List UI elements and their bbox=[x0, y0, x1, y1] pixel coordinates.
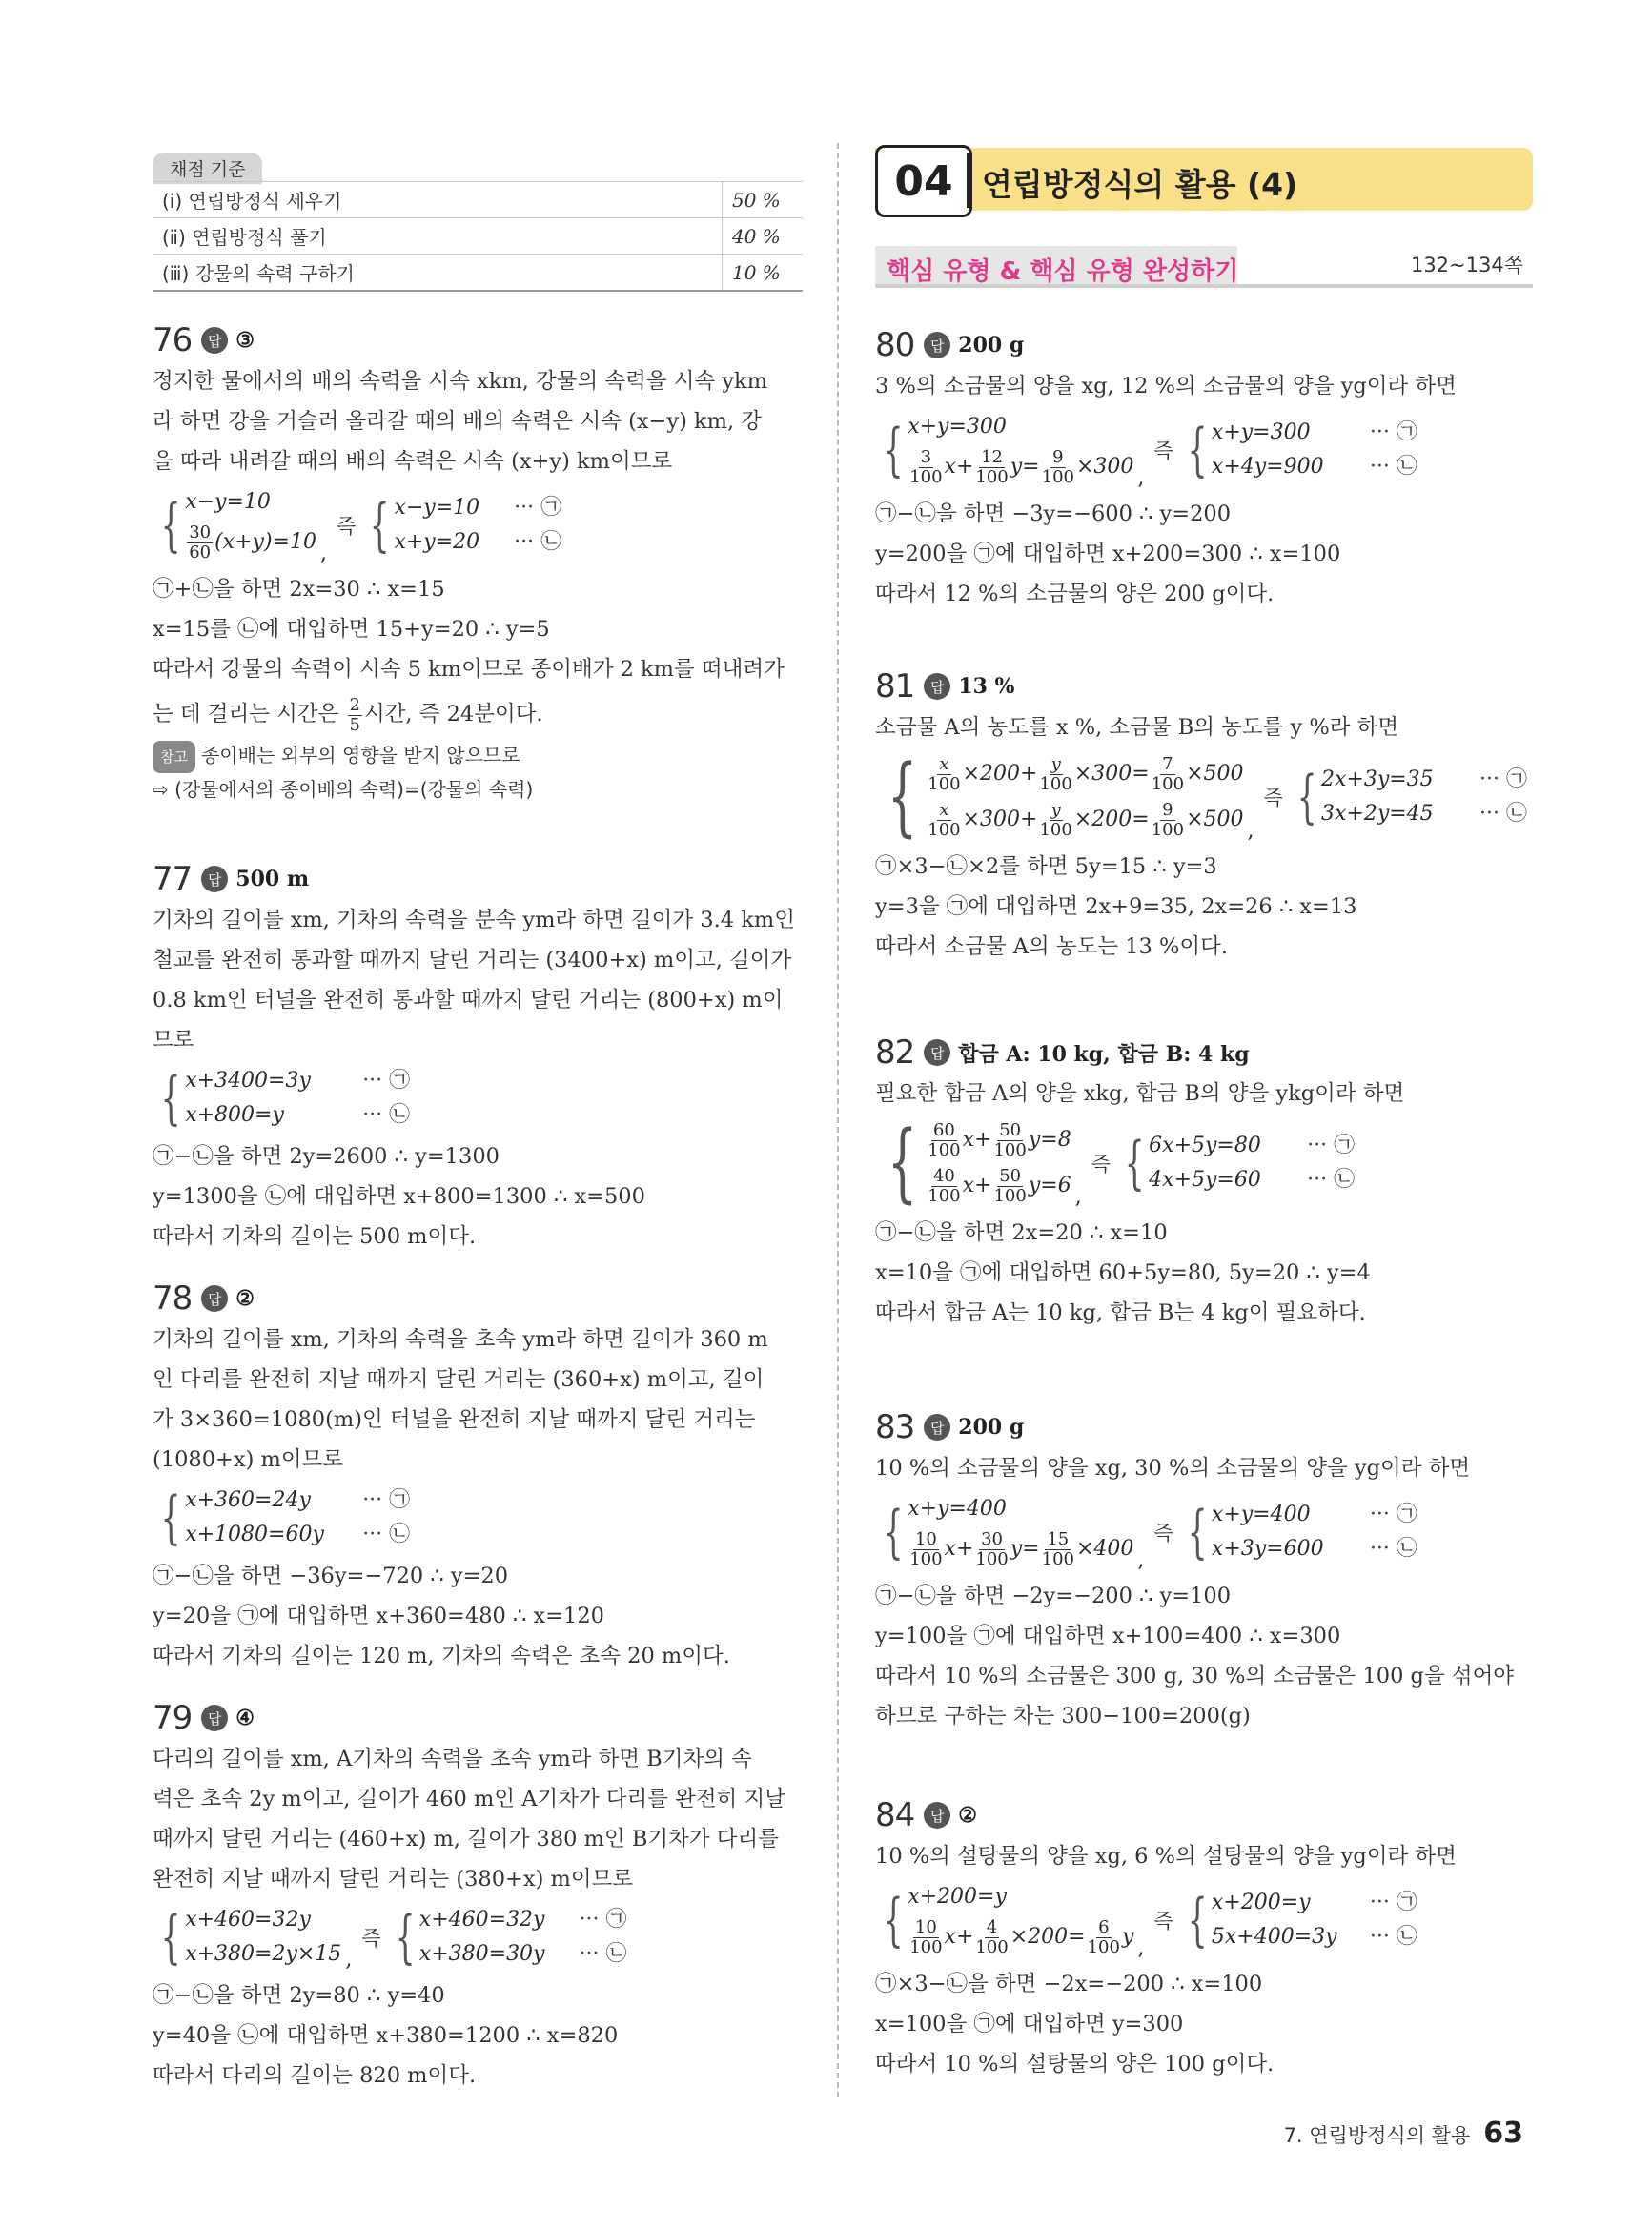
text-line: 완전히 지날 때까지 달린 거리는 (380+x) m이므로 bbox=[153, 1867, 634, 1892]
brace-icon: { bbox=[883, 417, 904, 483]
equation-system: { x+200=y $\frac{10}{100}$ x+ $\frac{4}{100}$ ×200= $\frac{6}{100}$ y , 즉 { x+200=y ··· ㉠ 5x+400=3y ··· ㉡ bbox=[875, 1880, 1533, 1960]
equation-text: x+y=300 bbox=[1211, 420, 1311, 444]
equation-text: y=8 bbox=[1028, 1128, 1071, 1152]
answer: ② bbox=[235, 1286, 255, 1311]
text-part: 는 데 걸리는 시간은 bbox=[153, 702, 346, 726]
section-title: 연립방정식의 활용 (4) bbox=[982, 166, 1298, 203]
equation bbox=[185, 1518, 410, 1552]
equation-text: ×300 bbox=[1075, 455, 1134, 479]
denominator: 60 bbox=[189, 542, 212, 563]
equation bbox=[1149, 1129, 1355, 1163]
equation bbox=[185, 1098, 410, 1133]
text-line: 기차의 길이를 xm, 기차의 속력을 분속 ym라 하면 길이가 3.4 km인 bbox=[153, 908, 795, 932]
equation-text: x+y=400 bbox=[1211, 1503, 1311, 1526]
chapter-label: 7. 연립방정식의 활용 bbox=[1283, 2124, 1471, 2147]
numerator: x bbox=[939, 753, 949, 774]
equation: $\frac{40}{100}$ x+ $\frac{50}{100}$ y=6 bbox=[928, 1165, 1071, 1206]
text-line: 따라서 다리의 길이는 820 m이다. bbox=[153, 2063, 477, 2088]
equation-system: { x−y=10 $\frac{30}{60}$ (x+y)=10 , 즉 { x−y=10 ··· ㉠ x+y=20 ··· ㉡ bbox=[153, 485, 801, 565]
equation-text: (x+y)=10 bbox=[214, 530, 316, 554]
equation-mark: ··· ㉡ bbox=[362, 1103, 411, 1127]
numerator: 10 bbox=[914, 1528, 937, 1549]
equation-mark: ··· ㉡ bbox=[362, 1523, 411, 1546]
scoring-row bbox=[153, 255, 803, 292]
numerator: 60 bbox=[932, 1119, 955, 1140]
numerator: y bbox=[1050, 753, 1061, 774]
denominator: 5 bbox=[349, 714, 360, 735]
answer-badge: 답 bbox=[924, 673, 950, 700]
equation bbox=[1212, 450, 1417, 484]
sub-header-title: 핵심 유형 & 핵심 유형 완성하기 bbox=[887, 257, 1239, 286]
note-text: ⇨ (강물에서의 종이배의 속력)=(강물의 속력) bbox=[153, 778, 534, 801]
text-line: ㉠−㉡을 하면 2y=80 ∴ y=40 bbox=[153, 1983, 445, 2008]
numerator: 15 bbox=[1047, 1528, 1070, 1549]
equation-mark: ··· ㉠ bbox=[1369, 1503, 1417, 1526]
text-line: 므로 bbox=[153, 1028, 194, 1053]
problem-number: 81 bbox=[875, 667, 915, 706]
answer-badge: 답 bbox=[924, 332, 950, 358]
answer-badge: 답 bbox=[924, 1039, 950, 1066]
equation: x+460=32y bbox=[185, 1908, 311, 1932]
numerator: 3 bbox=[920, 446, 932, 467]
text-line: 필요한 합금 A의 양을 xkg, 합금 B의 양을 ykg이라 하면 bbox=[875, 1081, 1405, 1106]
equation-text: ×500 bbox=[1186, 762, 1244, 786]
equation-text: 3x+2y=45 bbox=[1320, 802, 1434, 826]
equation: $\frac{10}{100}$ x+ $\frac{4}{100}$ ×200= $\frac{6}{100}$ y bbox=[909, 1916, 1134, 1957]
sub-header bbox=[875, 246, 1533, 288]
equation-text: x+4y=900 bbox=[1211, 455, 1324, 479]
equation-mark: ··· ㉠ bbox=[362, 1069, 411, 1093]
brace-icon: { bbox=[1187, 1887, 1208, 1954]
equation-text: x+y=20 bbox=[394, 530, 480, 554]
text-line: y=3을 ㉠에 대입하면 2x+9=35, 2x=26 ∴ x=13 bbox=[875, 894, 1357, 919]
answer: 합금 A: 10 kg, 합금 B: 4 kg bbox=[958, 1041, 1250, 1067]
scoring-title: 채점 기준 bbox=[153, 153, 262, 184]
scoring-pct: 50 % bbox=[723, 182, 804, 218]
text-line: x=100을 ㉠에 대입하면 y=300 bbox=[875, 2012, 1184, 2036]
equation: x−y=10 bbox=[185, 490, 271, 514]
text-line: 10 %의 소금물의 양을 xg, 30 %의 소금물의 양을 yg이라 하면 bbox=[875, 1456, 1471, 1481]
jeuk-label: 즉 bbox=[336, 515, 357, 538]
equation-text: ×200+ bbox=[962, 762, 1038, 786]
denominator: 100 bbox=[975, 466, 1009, 487]
equation-mark: ··· ㉡ bbox=[1369, 455, 1417, 479]
section-number: 04 bbox=[875, 145, 972, 217]
equation: x+y=300 bbox=[908, 415, 1007, 439]
numerator: 50 bbox=[999, 1119, 1022, 1140]
text-line: 가 3×360=1080(m)인 터널을 완전히 지날 때까지 달린 거리는 bbox=[153, 1407, 756, 1432]
equation-text: x+200=y bbox=[1211, 1891, 1311, 1914]
equation-system: { $\frac{60}{100}$ x+ $\frac{50}{100}$ y=8 $\frac{40}{100}$ x+ $\frac{50}{100}$ y=6 , 즉 { 6x+5y=80 ··· ㉠ 4x+5y=60 ··· ㉡ bbox=[887, 1113, 1356, 1213]
problem-82 bbox=[875, 1032, 1533, 1333]
equation: x+y=400 bbox=[908, 1497, 1007, 1521]
text-line: 하므로 구하는 차는 300−100=200(g) bbox=[875, 1704, 1251, 1729]
numerator: 6 bbox=[1098, 1916, 1110, 1937]
brace-icon: { bbox=[395, 1904, 416, 1971]
brace-icon: { bbox=[887, 1113, 918, 1213]
jeuk-label: 즉 bbox=[1153, 1910, 1173, 1933]
brace-icon: { bbox=[883, 1499, 904, 1565]
answer-badge: 답 bbox=[201, 1285, 228, 1312]
answer-badge: 답 bbox=[201, 866, 228, 892]
text-line: 다리의 길이를 xm, A기차의 속력을 초속 ym라 하면 B기차의 속 bbox=[153, 1747, 752, 1771]
section-bar bbox=[967, 153, 972, 208]
denominator: 100 bbox=[928, 773, 961, 794]
answer-badge: 답 bbox=[924, 1414, 950, 1441]
equation: $\frac{3}{100}$ x+ $\frac{12}{100}$ y= $\frac{9}{100}$ ×300 bbox=[909, 446, 1134, 487]
equation-text: ×500 bbox=[1186, 808, 1244, 831]
text-line: 력은 초속 2y m이고, 길이가 460 m인 A기차가 다리를 완전히 지날 bbox=[153, 1787, 786, 1811]
equation-text: x+380=30y bbox=[418, 1942, 545, 1966]
brace-icon: { bbox=[1187, 1499, 1208, 1565]
equation bbox=[926, 797, 1243, 843]
scoring-label: (ⅲ) 강물의 속력 구하기 bbox=[153, 255, 723, 292]
numerator: y bbox=[1050, 799, 1061, 820]
equation-text: x+360=24y bbox=[185, 1488, 311, 1512]
equation bbox=[185, 520, 316, 565]
text-line: 따라서 강물의 속력이 시속 5 km이므로 종이배가 2 km를 떠내려가 bbox=[153, 657, 785, 682]
text-line: ㉠−㉡을 하면 −2y=−200 ∴ y=100 bbox=[875, 1584, 1232, 1608]
scoring-row bbox=[153, 218, 803, 255]
text-line: 소금물 A의 농도를 x %, 소금물 B의 농도를 y %라 하면 bbox=[875, 715, 1399, 740]
scoring-label: (ⅱ) 연립방정식 풀기 bbox=[153, 218, 723, 255]
jeuk-label: 즉 bbox=[1153, 440, 1173, 462]
problem-number: 76 bbox=[153, 321, 193, 359]
equation bbox=[1212, 1920, 1417, 1954]
text-line: 0.8 km인 터널을 완전히 통과할 때까지 달린 거리는 (800+x) m이 bbox=[153, 988, 784, 1013]
equation-mark: ··· ㉠ bbox=[362, 1488, 411, 1512]
scoring-label: (ⅰ) 연립방정식 세우기 bbox=[153, 182, 723, 218]
equation-text: y=6 bbox=[1028, 1174, 1071, 1197]
equation bbox=[1321, 797, 1527, 831]
denominator: 100 bbox=[1151, 819, 1185, 840]
numerator: 12 bbox=[981, 446, 1004, 467]
equation-mark: ··· ㉡ bbox=[1369, 1537, 1417, 1561]
denominator: 100 bbox=[1041, 466, 1074, 487]
equation-text: x+800=y bbox=[185, 1103, 284, 1127]
brace-icon: { bbox=[1187, 417, 1208, 483]
numerator: 9 bbox=[1052, 446, 1064, 467]
text-line: 때까지 달린 거리는 (460+x) m, 길이가 380 m인 B기차가 다리를 bbox=[153, 1827, 779, 1852]
equation-text: x+460=32y bbox=[418, 1908, 545, 1932]
denominator: 100 bbox=[928, 819, 961, 840]
equation-text: y bbox=[1121, 1925, 1134, 1949]
equation-system: { $\frac{x}{100}$ ×200+ $\frac{y}{100}$ ×300= $\frac{7}{100}$ ×500 $\frac{x}{100}$ ×300+ $\frac{y}{100}$ ×200= $\frac{9}{100}$ ×500 , 즉 { 2x+3y=35 ··· ㉠ 3x+2y=45 ··· ㉡ bbox=[887, 747, 1527, 847]
text-line: 따라서 기차의 길이는 500 m이다. bbox=[153, 1224, 477, 1249]
equation-text: ×200= bbox=[1073, 808, 1150, 831]
text-line: 라 하면 강을 거슬러 올라갈 때의 배의 속력은 시속 (x−y) km, 강 bbox=[153, 409, 763, 434]
equation: x+200=y bbox=[908, 1885, 1007, 1909]
equation-mark: ··· ㉠ bbox=[1369, 1891, 1417, 1914]
text-line bbox=[153, 689, 801, 739]
denominator: 100 bbox=[975, 1936, 1009, 1957]
jeuk-label: 즉 bbox=[1091, 1153, 1111, 1176]
equation bbox=[419, 1937, 627, 1972]
text-line: (1080+x) m이므로 bbox=[153, 1447, 344, 1472]
equation bbox=[1149, 1163, 1355, 1197]
numerator: 2 bbox=[349, 694, 360, 715]
text-line: 따라서 10 %의 설탕물의 양은 100 g이다. bbox=[875, 2052, 1275, 2077]
equation bbox=[1212, 1498, 1417, 1532]
answer-badge: 답 bbox=[201, 1705, 228, 1731]
brace-icon: { bbox=[160, 1904, 181, 1971]
denominator: 100 bbox=[1039, 819, 1072, 840]
equation bbox=[1321, 763, 1527, 797]
problem-number: 84 bbox=[875, 1796, 915, 1834]
note bbox=[153, 739, 801, 773]
equation bbox=[419, 1903, 627, 1937]
equation-mark: ··· ㉠ bbox=[514, 496, 562, 520]
text-part: 시간, 즉 24분이다. bbox=[363, 702, 543, 726]
equation bbox=[394, 491, 561, 525]
jeuk-label: 즉 bbox=[1153, 1522, 1173, 1545]
equation-system: { x+460=32y x+380=2y×15 , 즉 { x+460=32y ··· ㉠ x+380=30y ··· ㉡ bbox=[160, 1904, 627, 1972]
denominator: 100 bbox=[1041, 1548, 1074, 1569]
equation-text: 4x+5y=60 bbox=[1149, 1168, 1261, 1192]
denominator: 100 bbox=[1151, 773, 1185, 794]
text-line: 10 %의 설탕물의 양을 xg, 6 %의 설탕물의 양을 yg이라 하면 bbox=[875, 1844, 1457, 1869]
text-line: y=1300을 ㉡에 대입하면 x+800=1300 ∴ x=500 bbox=[153, 1184, 645, 1209]
answer: 200 g bbox=[958, 1415, 1025, 1440]
numerator: x bbox=[939, 799, 949, 820]
equation bbox=[1212, 1532, 1417, 1566]
denominator: 100 bbox=[1039, 773, 1072, 794]
text-line: 따라서 기차의 길이는 120 m, 기차의 속력은 초속 20 m이다. bbox=[153, 1644, 730, 1668]
equation-text: 6x+5y=80 bbox=[1149, 1134, 1261, 1157]
brace-icon: { bbox=[369, 492, 390, 559]
brace-icon: { bbox=[160, 1065, 181, 1132]
equation-text: ×300+ bbox=[962, 808, 1038, 831]
numerator: 30 bbox=[981, 1528, 1004, 1549]
equation-mark: ··· ㉡ bbox=[1479, 802, 1527, 826]
equation-text: 2x+3y=35 bbox=[1320, 767, 1434, 791]
problem-78 bbox=[153, 1278, 801, 1676]
answer: ③ bbox=[235, 328, 255, 353]
text-line: 을 따라 내려갈 때의 배의 속력은 시속 (x+y) km이므로 bbox=[153, 449, 673, 474]
page-footer bbox=[1284, 2117, 1523, 2150]
denominator: 100 bbox=[993, 1139, 1027, 1160]
equation-mark: ··· ㉡ bbox=[514, 530, 562, 554]
text-line: 인 다리를 완전히 지날 때까지 달린 거리는 (360+x) m이고, 길이 bbox=[153, 1367, 765, 1392]
answer: ② bbox=[958, 1803, 977, 1828]
equation: $\frac{60}{100}$ x+ $\frac{50}{100}$ y=8 bbox=[928, 1119, 1071, 1160]
equation bbox=[926, 751, 1243, 797]
answer: 13 % bbox=[958, 674, 1015, 699]
denominator: 100 bbox=[975, 1548, 1009, 1569]
jeuk-label: 즉 bbox=[361, 1927, 381, 1950]
text-line: y=20을 ㉠에 대입하면 x+360=480 ∴ x=120 bbox=[153, 1604, 604, 1628]
text-line: 따라서 12 %의 소금물의 양은 200 g이다. bbox=[875, 582, 1275, 606]
page-number: 63 bbox=[1483, 2117, 1523, 2150]
note-text: 종이배는 외부의 영향을 받지 않으므로 bbox=[200, 744, 520, 767]
page-range: 132~134쪽 bbox=[1410, 254, 1523, 276]
problem-number: 82 bbox=[875, 1033, 915, 1072]
equation-mark: ··· ㉡ bbox=[579, 1942, 627, 1966]
text-line: 철교를 완전히 통과할 때까지 달린 거리는 (3400+x) m이고, 길이가 bbox=[153, 948, 792, 972]
brace-icon: { bbox=[1296, 764, 1317, 830]
text-line: y=200을 ㉠에 대입하면 x+200=300 ∴ x=100 bbox=[875, 542, 1341, 566]
text-line: 따라서 10 %의 소금물은 300 g, 30 %의 소금물은 100 g을 섞어야 bbox=[875, 1664, 1515, 1688]
text-line: ㉠−㉡을 하면 −3y=−600 ∴ y=200 bbox=[875, 501, 1232, 526]
text-line: ㉠−㉡을 하면 −36y=−720 ∴ y=20 bbox=[153, 1564, 509, 1588]
text-line: 기차의 길이를 xm, 기차의 속력을 초속 ym라 하면 길이가 360 m bbox=[153, 1327, 768, 1352]
text-line: 3 %의 소금물의 양을 xg, 12 %의 소금물의 양을 yg이라 하면 bbox=[875, 374, 1457, 399]
numerator: 50 bbox=[999, 1165, 1022, 1186]
problem-84 bbox=[875, 1794, 1533, 2084]
denominator: 100 bbox=[928, 1185, 961, 1206]
note-tag: 참고 bbox=[153, 741, 195, 773]
equation-mark: ··· ㉠ bbox=[1479, 767, 1527, 791]
text-line: 따라서 합금 A는 10 kg, 합금 B는 4 kg이 필요하다. bbox=[875, 1300, 1366, 1325]
equation-text: 5x+400=3y bbox=[1211, 1925, 1337, 1949]
equation-mark: ··· ㉠ bbox=[1369, 420, 1417, 444]
problem-number: 80 bbox=[875, 326, 915, 364]
text-line: 따라서 소금물 A의 농도는 13 %이다. bbox=[875, 934, 1228, 959]
equation-system: { x+y=400 $\frac{10}{100}$ x+ $\frac{30}{100}$ y= $\frac{15}{100}$ ×400 , 즉 { x+y=400 ··· ㉠ x+3y=600 ··· ㉡ bbox=[875, 1492, 1533, 1572]
equation-system: { x+y=300 $\frac{3}{100}$ x+ $\frac{12}{100}$ y= $\frac{9}{100}$ ×300 , 즉 { x+y=300 ··· ㉠ x+4y=900 ··· ㉡ bbox=[875, 410, 1533, 490]
text-line: y=40을 ㉡에 대입하면 x+380=1200 ∴ x=820 bbox=[153, 2023, 619, 2048]
numerator: 9 bbox=[1162, 799, 1173, 820]
problem-76 bbox=[153, 319, 801, 806]
equation-text: x+3y=600 bbox=[1211, 1537, 1324, 1561]
equation bbox=[185, 1483, 410, 1518]
equation bbox=[185, 1064, 410, 1098]
brace-icon: { bbox=[883, 1887, 904, 1954]
equation bbox=[1212, 1886, 1417, 1920]
numerator: 40 bbox=[932, 1165, 955, 1186]
equation-text: ×400 bbox=[1075, 1537, 1134, 1561]
equation-system bbox=[153, 1064, 801, 1133]
text-line: ㉠×3−㉡을 하면 −2x=−200 ∴ x=100 bbox=[875, 1972, 1263, 1996]
answer: 500 m bbox=[235, 867, 310, 891]
problem-83 bbox=[875, 1406, 1533, 1736]
text-line: ㉠×3−㉡×2를 하면 5y=15 ∴ y=3 bbox=[875, 854, 1217, 879]
equation bbox=[394, 525, 561, 560]
denominator: 100 bbox=[1087, 1936, 1120, 1957]
answer: ④ bbox=[235, 1706, 255, 1730]
text-line: ㉠−㉡을 하면 2y=2600 ∴ y=1300 bbox=[153, 1144, 500, 1169]
text-line: ㉠−㉡을 하면 2x=20 ∴ x=10 bbox=[875, 1220, 1168, 1245]
brace-icon: { bbox=[160, 492, 181, 559]
equation-text: x−y=10 bbox=[394, 496, 480, 520]
answer-badge: 답 bbox=[201, 327, 228, 354]
equation-mark: ··· ㉡ bbox=[1369, 1925, 1417, 1949]
equation-mark: ··· ㉡ bbox=[1307, 1168, 1356, 1192]
numerator: 30 bbox=[189, 522, 212, 542]
text-line: x=15를 ㉡에 대입하면 15+y=20 ∴ y=5 bbox=[153, 617, 550, 642]
brace-icon: { bbox=[160, 1484, 181, 1551]
scoring-pct: 40 % bbox=[723, 218, 804, 255]
equation-mark: ··· ㉠ bbox=[579, 1908, 627, 1932]
scoring-table bbox=[153, 181, 803, 292]
problem-81 bbox=[875, 665, 1533, 967]
equation-text: ×200= bbox=[1010, 1925, 1086, 1949]
problem-77 bbox=[153, 858, 801, 1257]
brace-icon: { bbox=[1124, 1130, 1145, 1197]
equation: x+380=2y×15 bbox=[185, 1942, 342, 1966]
scoring-row bbox=[153, 182, 803, 218]
scoring-pct: 10 % bbox=[723, 255, 804, 292]
equation-text: ×300= bbox=[1073, 762, 1150, 786]
equation-text: x+1080=60y bbox=[185, 1523, 324, 1546]
problem-79 bbox=[153, 1697, 801, 2096]
answer: 200 g bbox=[958, 333, 1025, 358]
denominator: 100 bbox=[909, 466, 943, 487]
text-line: 정지한 물에서의 배의 속력을 시속 xkm, 강물의 속력을 시속 ykm bbox=[153, 369, 768, 394]
equation bbox=[1212, 416, 1417, 450]
answer-badge: 답 bbox=[924, 1802, 950, 1829]
numerator: 7 bbox=[1162, 753, 1173, 774]
jeuk-label: 즉 bbox=[1263, 787, 1283, 809]
column-divider bbox=[837, 143, 839, 2097]
equation-system bbox=[153, 1483, 801, 1552]
denominator: 100 bbox=[909, 1548, 943, 1569]
denominator: 100 bbox=[909, 1936, 943, 1957]
equation-text: x+3400=3y bbox=[185, 1069, 311, 1093]
text-line: ㉠+㉡을 하면 2x=30 ∴ x=15 bbox=[153, 577, 445, 602]
problem-number: 79 bbox=[153, 1699, 193, 1737]
text-line: y=100을 ㉠에 대입하면 x+100=400 ∴ x=300 bbox=[875, 1624, 1341, 1648]
brace-icon: { bbox=[887, 747, 918, 847]
denominator: 100 bbox=[993, 1185, 1027, 1206]
text-line: x=10을 ㉠에 대입하면 60+5y=80, 5y=20 ∴ y=4 bbox=[875, 1260, 1371, 1285]
numerator: 10 bbox=[914, 1916, 937, 1937]
problem-80 bbox=[875, 324, 1533, 614]
equation: $\frac{10}{100}$ x+ $\frac{30}{100}$ y= $\frac{15}{100}$ ×400 bbox=[909, 1528, 1134, 1569]
denominator: 100 bbox=[928, 1139, 961, 1160]
numerator: 4 bbox=[986, 1916, 998, 1937]
problem-number: 83 bbox=[875, 1408, 915, 1446]
problem-number: 78 bbox=[153, 1279, 193, 1318]
equation-mark: ··· ㉠ bbox=[1307, 1134, 1356, 1157]
problem-number: 77 bbox=[153, 860, 193, 898]
